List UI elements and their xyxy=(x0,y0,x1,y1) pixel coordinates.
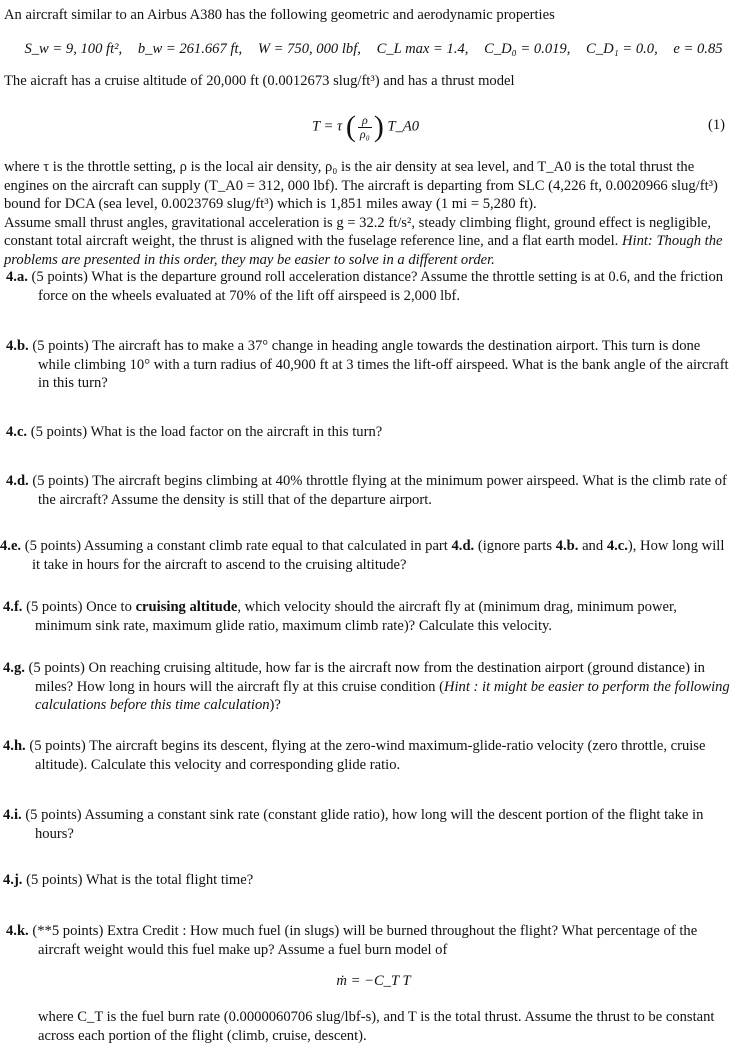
hint-text: Hint : it might be easier to perform the following calculations before this time calculation xyxy=(35,678,730,714)
equation-number: (1) xyxy=(707,117,725,133)
question-text: , which velocity should the aircraft fly at (minimum drag, minimum power, minimum sink rate, maximum glide ratio, maximum climb rate)? Calculate this velocity. xyxy=(35,599,677,634)
problem-description xyxy=(4,158,740,270)
description-paragraph: where τ is the throttle setting, ρ is the local air density, ρ₀ is the air density at sea level, and T_A0 is the total thrust the engines on the aircraft can supply (T_A0 = 312, 000 lbf). The aircraft is departing from SLC (4,226 ft, 0.0020966 slug/ft³) bound for DCA (sea level, 0.0023769 slug/ft³) which is 1,851 miles away (1 mi = 5,280 ft). xyxy=(4,159,718,213)
question-text: (5 points) Assuming a constant sink rate (constant glide ratio), how long will the descent portion of the flight take in hours? xyxy=(25,807,704,842)
question-4a xyxy=(6,268,734,305)
question-text: (5 points) What is the load factor on the aircraft in this turn? xyxy=(30,424,383,440)
property-wingspan: b_w = 261.667 ft, xyxy=(137,41,243,57)
assumptions-paragraph: Assume small thrust angles, gravitational acceleration is g = 32.2 ft/s², steady climbing flight, ground effect is negligible, constant total aircraft weight, the thrust is aligned with the fuselage reference line, and a flat earth model. xyxy=(4,214,712,250)
aircraft-properties xyxy=(0,40,747,59)
question-number: 4.i. xyxy=(3,807,22,823)
question-number: 4.b. xyxy=(6,338,29,354)
question-4j xyxy=(3,871,731,890)
formula-lhs: T = τ xyxy=(312,118,343,135)
fraction-denominator: ρ₀ xyxy=(359,126,370,141)
question-text: (ignore parts xyxy=(477,538,553,554)
question-4b xyxy=(6,337,734,393)
question-number: 4.e. xyxy=(0,538,22,554)
question-text: (5 points) The aircraft begins its descent, flying at the zero-wind maximum-glide-ratio velocity (zero throttle, cruise altitude). Calculate this velocity and corresponding glide ratio. xyxy=(29,738,706,773)
thrust-formula xyxy=(312,112,419,142)
question-number: 4.d. xyxy=(6,473,29,489)
intro-line: An aircraft similar to an Airbus A380 has the following geometric and aerodynamic properties xyxy=(4,7,555,23)
fraction-numerator: ρ xyxy=(358,114,372,128)
question-number: 4.a. xyxy=(6,269,28,285)
cruise-altitude-line: The aicraft has a cruise altitude of 20,000 ft (0.0012673 slug/ft³) and has a thrust model xyxy=(4,73,515,89)
question-text: (5 points) On reaching cruising altitude, how far is the aircraft now from the destination airport (ground distance) in miles? How long in hours will the aircraft fly at this cruise condition ( xyxy=(28,660,705,695)
question-number: 4.h. xyxy=(3,738,26,754)
question-text: (5 points) Once to xyxy=(26,599,132,615)
property-cd1: C_D₁ = 0.0, xyxy=(586,41,658,57)
formula-rhs: T_A0 xyxy=(387,118,420,135)
question-text: ), How long will it take in hours for the aircraft to ascend to the cruising altitude? xyxy=(32,538,725,573)
property-cd0: C_D₀ = 0.019, xyxy=(484,41,571,57)
paren-close: ) xyxy=(373,110,384,143)
question-text: (5 points) The aircraft has to make a 37° change in heading angle towards the destination airport. This turn is done while climbing 10° with a turn radius of 40,900 ft at 3 times the lift-off airspeed. What is the bank angle of the aircraft in this turn? xyxy=(32,338,729,392)
paren-open: ( xyxy=(345,110,356,143)
question-text: )? xyxy=(269,697,281,714)
hint-text: Hint: Though the problems are presented in this order, they may be easier to solve in a different order. xyxy=(4,233,723,268)
question-number: 4.g. xyxy=(3,660,25,676)
question-number: 4.k. xyxy=(6,923,29,939)
question-text: (**5 points) Extra Credit : How much fuel (in slugs) will be burned throughout the flight? What percentage of the aircraft weight would this fuel make up? Assume a fuel burn model of xyxy=(32,923,698,958)
question-text: and xyxy=(582,538,604,554)
property-weight: W = 750, 000 lbf, xyxy=(257,41,361,57)
question-text: (5 points) The aircraft begins climbing at 40% throttle flying at the minimum power airspeed. What is the climb rate of the aircraft? Assume the density is still that of the departure airport. xyxy=(32,473,727,508)
question-text: (5 points) Assuming a constant climb rate equal to that calculated in part xyxy=(24,538,448,554)
part-reference: 4.b. xyxy=(555,538,579,554)
property-cl-max: C_L max = 1.4, xyxy=(376,41,469,57)
question-4e xyxy=(0,537,728,574)
property-wing-area: S_w = 9, 100 ft², xyxy=(24,41,123,57)
question-text: (5 points) What is the total flight time? xyxy=(26,872,254,888)
question-4c xyxy=(6,423,734,442)
question-4h xyxy=(3,737,731,774)
question-4f xyxy=(3,598,731,635)
property-oswald: e = 0.85 xyxy=(673,41,723,57)
question-number: 4.j. xyxy=(3,872,23,888)
emphasis-text: cruising altitude xyxy=(135,599,238,615)
part-reference: 4.d. xyxy=(451,538,475,554)
question-4i xyxy=(3,806,731,843)
question-text: (5 points) What is the departure ground roll acceleration distance? Assume the throttle setting is at 0.6, and the friction force on the wheels evaluated at 70% of the lift off airspeed is 2,000 lbf. xyxy=(31,269,724,304)
fuel-burn-equation: ṁ = −C_T T xyxy=(336,973,411,989)
density-ratio xyxy=(358,114,372,141)
question-4k xyxy=(6,922,734,959)
part-reference: 4.c. xyxy=(606,538,628,554)
question-4d xyxy=(6,472,734,509)
thrust-model-equation xyxy=(0,104,747,148)
question-number: 4.c. xyxy=(6,424,28,440)
question-4g xyxy=(3,659,731,715)
question-number: 4.f. xyxy=(3,599,23,615)
fuel-burn-description: where C_T is the fuel burn rate (0.0000060706 slug/lbf-s), and T is the total thrust. Assume the thrust to be constant across each portion of the flight (climb, cruise, descent). xyxy=(38,1009,715,1044)
